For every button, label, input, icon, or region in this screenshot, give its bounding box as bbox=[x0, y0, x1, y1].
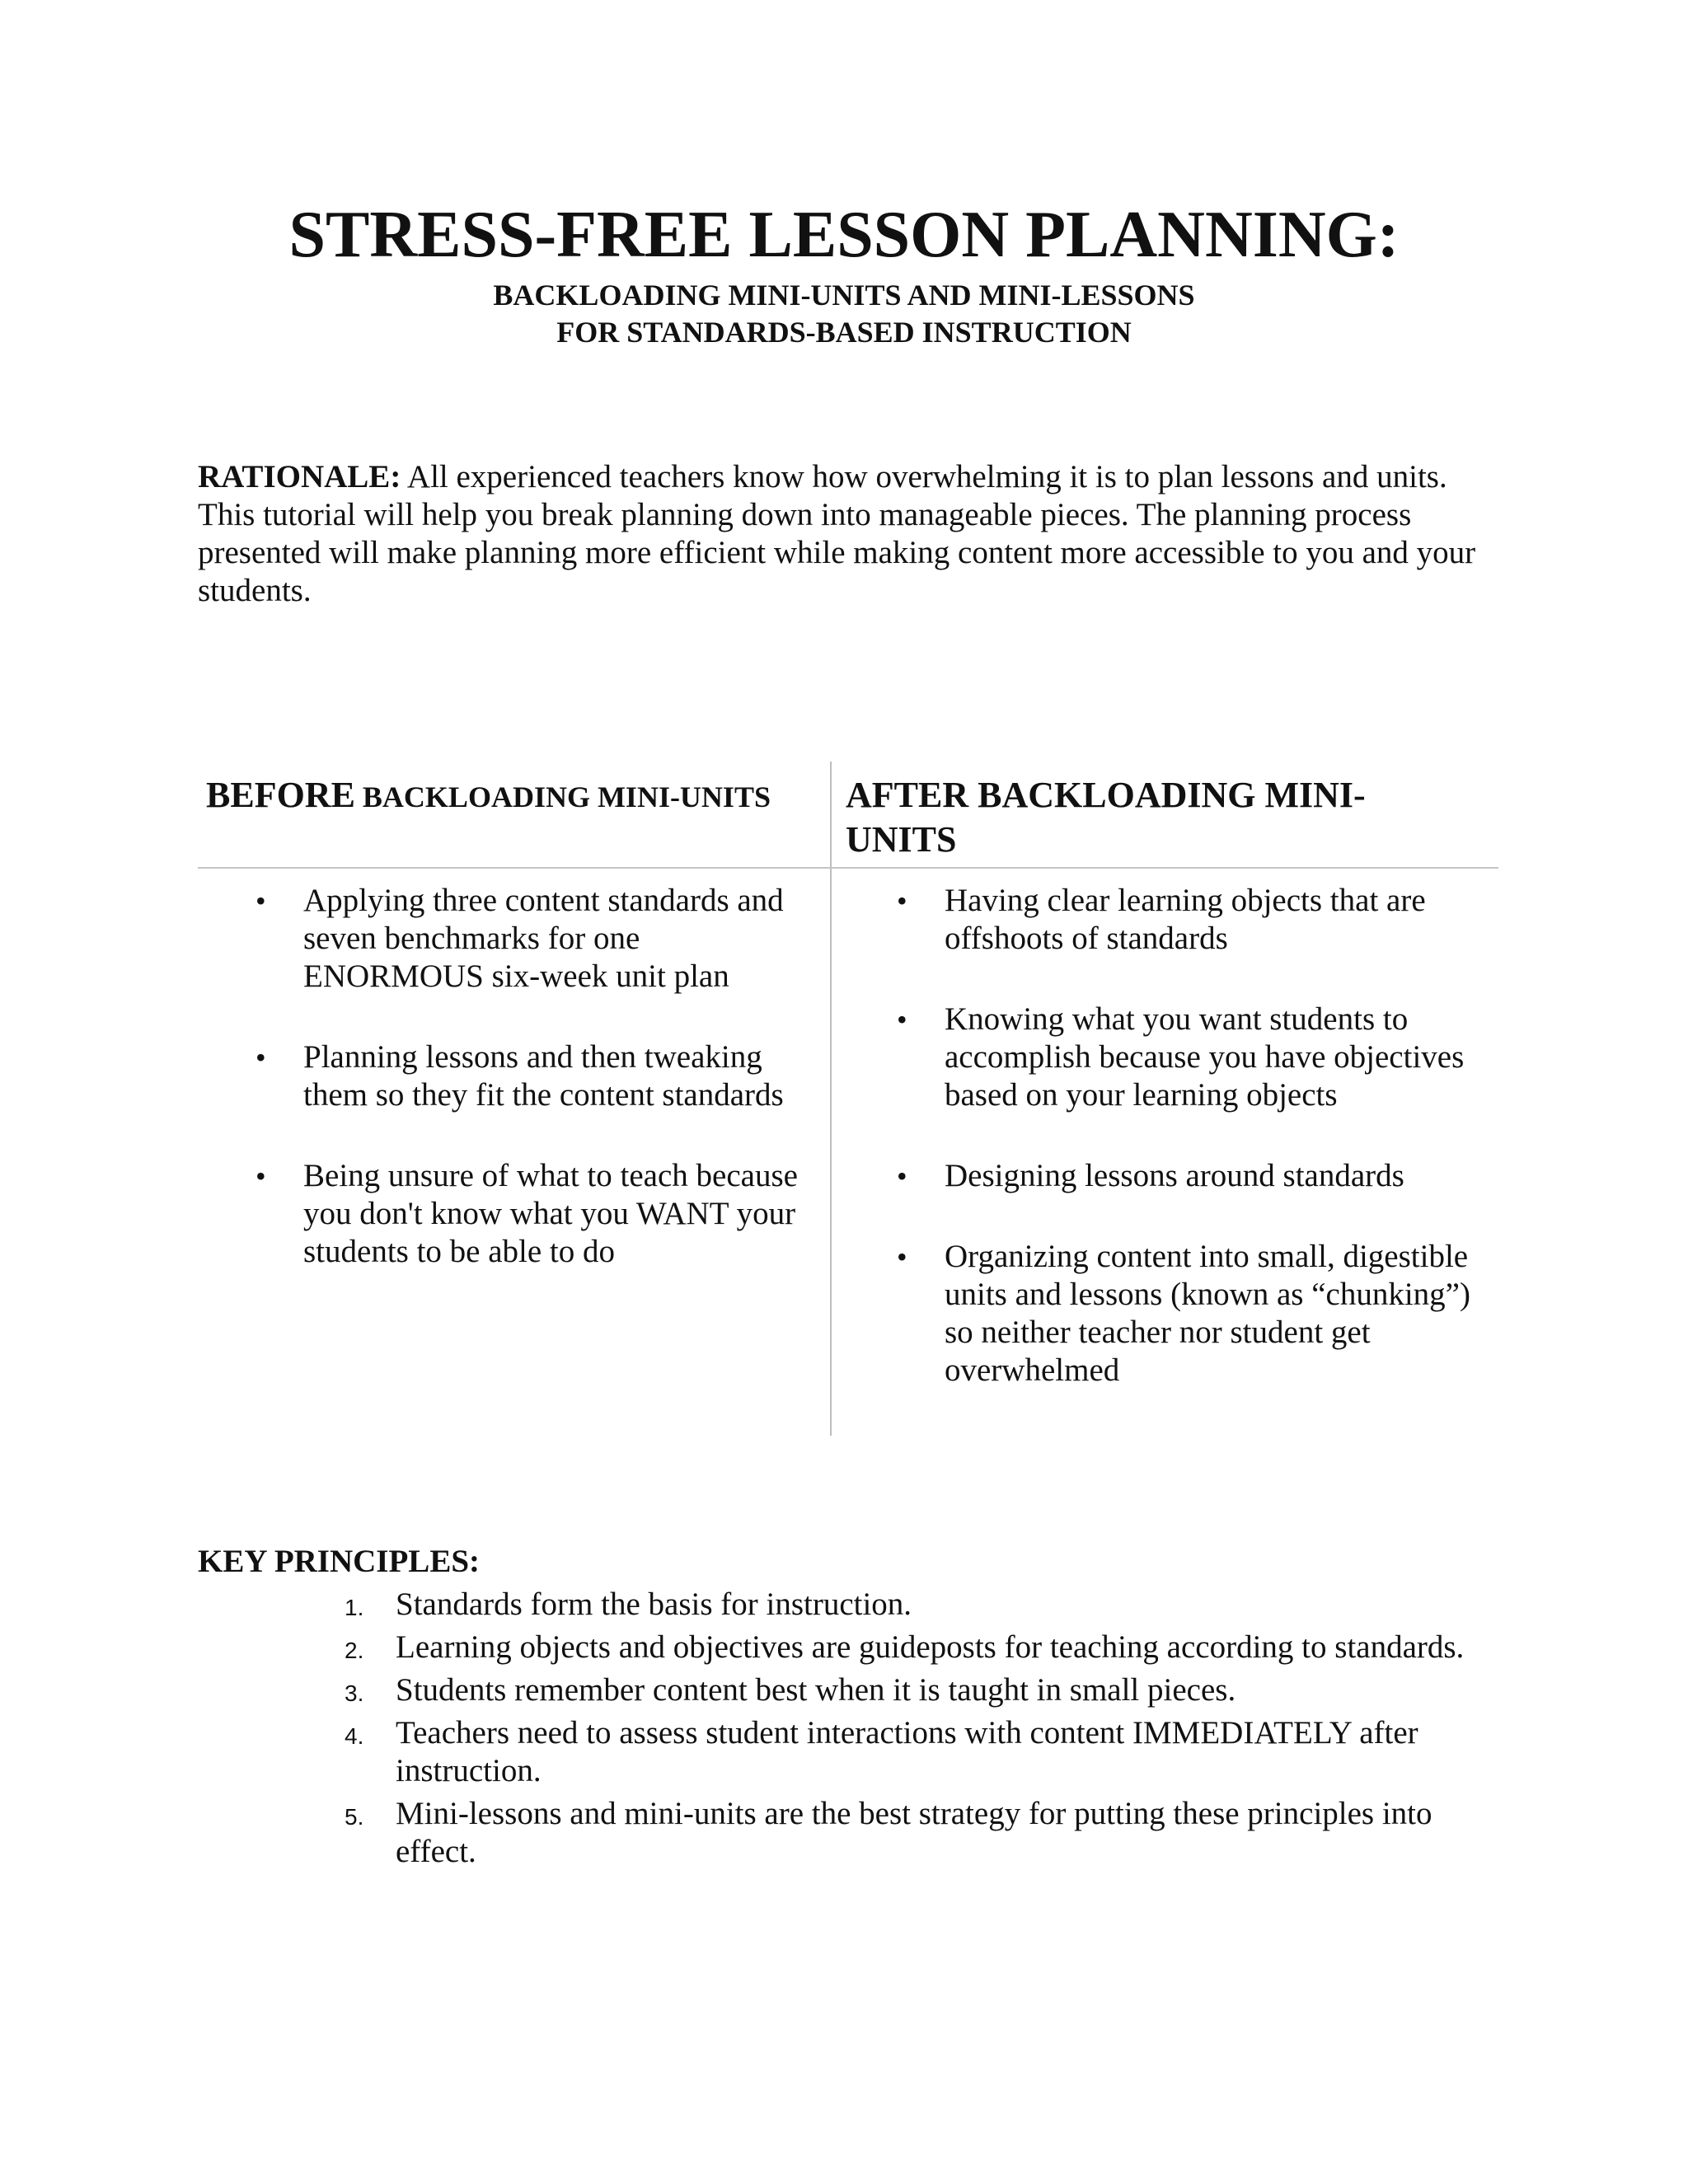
item-number: 2. bbox=[345, 1638, 364, 1663]
item-number: 5. bbox=[345, 1804, 364, 1830]
rationale-label: RATIONALE: bbox=[198, 459, 401, 494]
subtitle-line-2: FOR STANDARDS-BASED INSTRUCTION bbox=[556, 316, 1132, 349]
rationale-text: All experienced teachers know how overwhelming it is to plan lessons and units. This tutorial will help you break planning down into manageable pieces. The planning process presented will make planning more efficient while making content more accessible to you and your students. bbox=[198, 459, 1476, 608]
list-item-text: Teachers need to assess student interactions with content IMMEDIATELY after instruction. bbox=[396, 1715, 1418, 1788]
list-item-text: Standards form the basis for instruction. bbox=[396, 1586, 912, 1622]
bullet-icon: • bbox=[897, 884, 907, 917]
key-principles-list bbox=[345, 1586, 1500, 1876]
list-item bbox=[897, 882, 1489, 958]
list-item bbox=[256, 1157, 823, 1271]
list-item-text: Being unsure of what to teach because you don't know what you WANT your students to be able to do bbox=[303, 1158, 798, 1269]
list-item bbox=[345, 1586, 1500, 1624]
list-item bbox=[897, 1001, 1489, 1114]
header-rule bbox=[198, 867, 1498, 869]
list-item-text: Applying three content standards and seven benchmarks for one ENORMOUS six-week unit plan bbox=[303, 883, 784, 994]
list-item-text: Knowing what you want students to accomplish because you have objectives based on your learning objects bbox=[945, 1001, 1465, 1113]
list-item bbox=[897, 1238, 1489, 1390]
before-column-heading bbox=[206, 773, 824, 819]
list-item bbox=[345, 1671, 1500, 1709]
before-heading-main: BEFORE bbox=[206, 775, 355, 815]
after-list bbox=[897, 882, 1489, 1432]
item-number: 1. bbox=[345, 1595, 364, 1620]
subtitle-line-1: BACKLOADING MINI-UNITS AND MINI-LESSONS bbox=[493, 279, 1195, 312]
list-item bbox=[256, 882, 823, 996]
list-item bbox=[897, 1157, 1489, 1195]
list-item bbox=[256, 1038, 823, 1114]
list-item-text: Students remember content best when it is taught in small pieces. bbox=[396, 1672, 1236, 1708]
comparison-table bbox=[198, 762, 1498, 1436]
item-number: 3. bbox=[345, 1680, 364, 1706]
before-heading-rest: BACKLOADING MINI-UNITS bbox=[354, 780, 771, 813]
bullet-icon: • bbox=[256, 884, 266, 917]
page-title: STRESS-FREE LESSON PLANNING: bbox=[288, 199, 1400, 271]
list-item-text: Mini-lessons and mini-units are the best strategy for putting these principles into effect. bbox=[396, 1796, 1432, 1869]
bullet-icon: • bbox=[897, 1240, 907, 1273]
column-divider bbox=[830, 762, 832, 1436]
list-item-text: Learning objects and objectives are guideposts for teaching according to standards. bbox=[396, 1629, 1465, 1665]
list-item-text: Designing lessons around standards bbox=[945, 1158, 1404, 1193]
bullet-icon: • bbox=[897, 1160, 907, 1193]
bullet-icon: • bbox=[256, 1041, 266, 1074]
list-item bbox=[345, 1629, 1500, 1666]
before-list bbox=[256, 882, 823, 1314]
item-number: 4. bbox=[345, 1723, 364, 1749]
list-item-text: Planning lessons and then tweaking them so they fit the content standards bbox=[303, 1039, 784, 1113]
list-item bbox=[345, 1795, 1500, 1871]
bullet-icon: • bbox=[897, 1003, 907, 1036]
list-item bbox=[345, 1714, 1500, 1790]
list-item-text: Having clear learning objects that are offshoots of standards bbox=[945, 883, 1426, 956]
rationale-paragraph bbox=[198, 458, 1500, 610]
bullet-icon: • bbox=[256, 1160, 266, 1193]
after-column-heading: AFTER BACKLOADING MINI-UNITS bbox=[846, 775, 1366, 860]
key-principles-heading: KEY PRINCIPLES: bbox=[198, 1544, 481, 1579]
list-item-text: Organizing content into small, digestible units and lessons (known as “chunking”) so neither teacher nor student get overwhelmed bbox=[945, 1239, 1470, 1388]
